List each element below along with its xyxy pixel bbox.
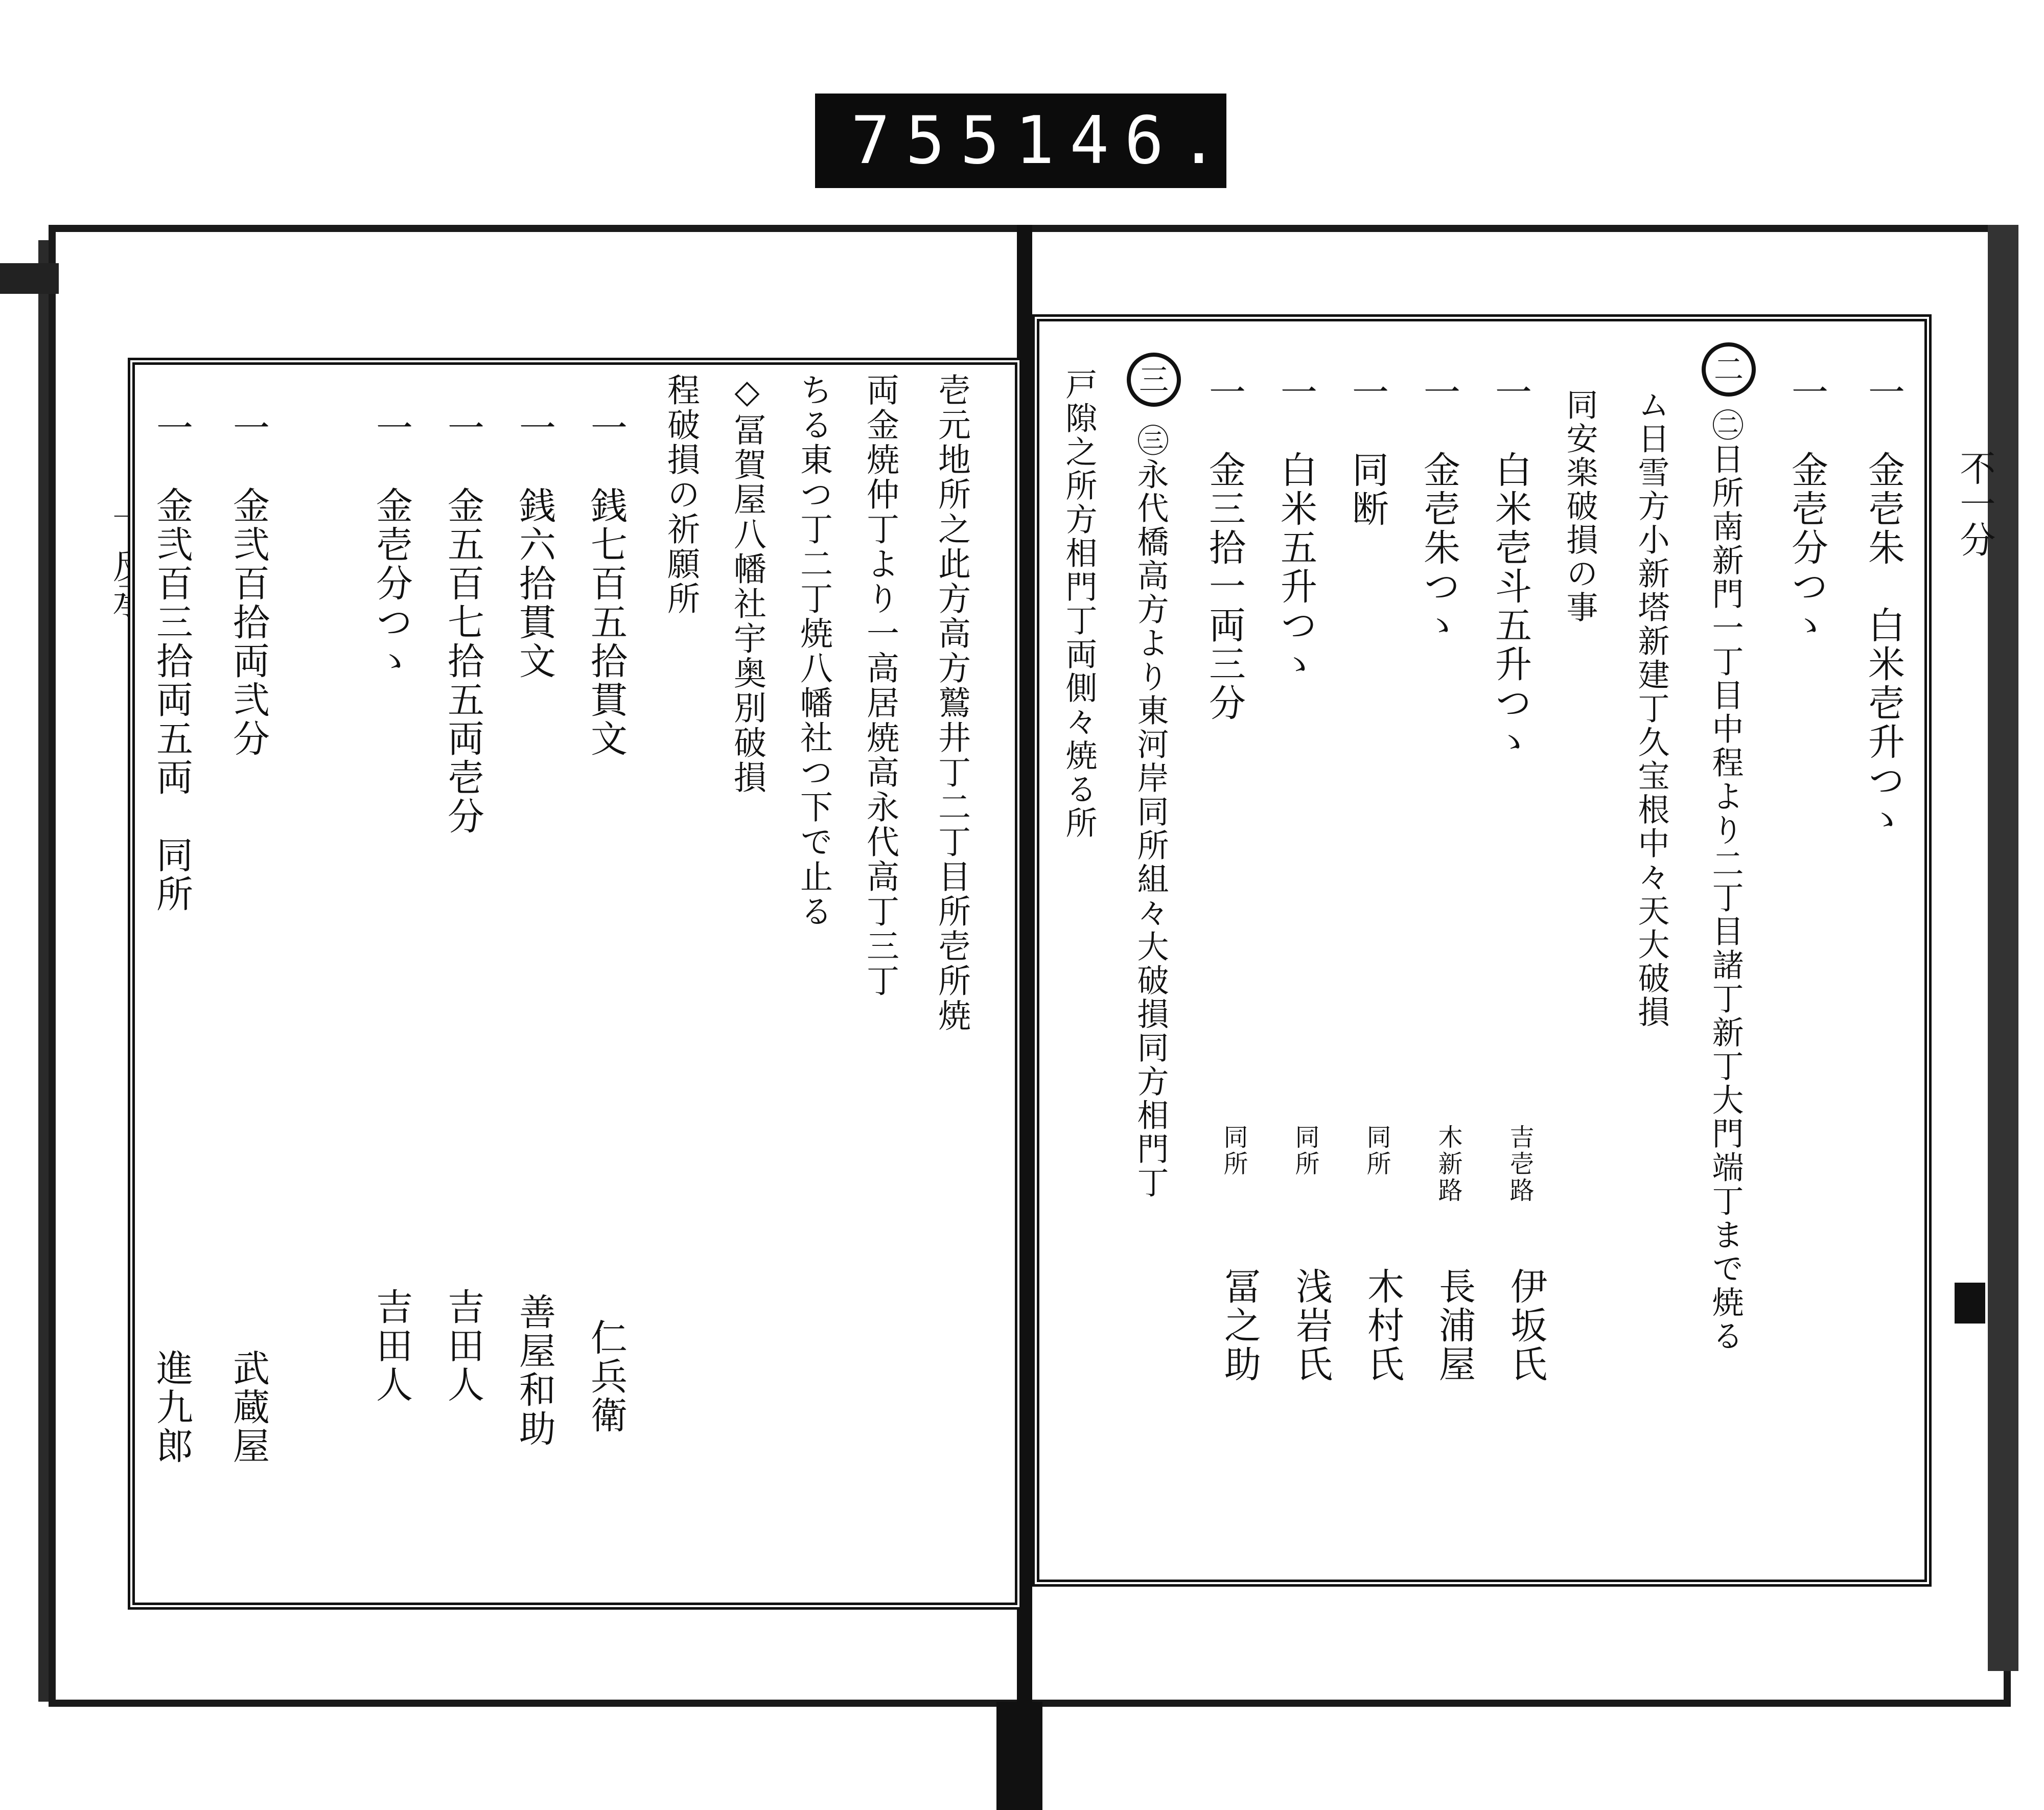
text-column: 一 白米五升つゝ [1274, 373, 1317, 684]
text-column: ㊁日所南新門一丁目中程より二丁目諸丁新丁大門端丁まで焼る [1707, 409, 1744, 1353]
donor-name: 長浦屋 [1433, 1267, 1476, 1384]
donor-place: 吉壱路 [1505, 1124, 1534, 1204]
text-column: 両金焼仲丁より一高居焼高永代高丁三丁 [861, 373, 899, 999]
text-column: 一 金壱分つゝ [370, 409, 413, 681]
text-column: 程破損の祈願所 [662, 373, 700, 616]
donor-name: 善屋和助 [513, 1293, 556, 1448]
text-column: 一 銭六拾貫文 [513, 409, 556, 681]
text-column: ム日雪方小新塔新建丁久宝根中々天大破損 [1633, 388, 1670, 1029]
donor-name: 仁兵衛 [585, 1318, 628, 1435]
text-column: 戸隙之所方相門丁両側々焼る所 [1060, 368, 1098, 840]
text-column: 一 金壱朱 白米壱升つゝ [1862, 373, 1905, 839]
donor-name: 木村氏 [1361, 1267, 1404, 1384]
text-column: ◇冨賀屋八幡社宇奥別破損 [728, 373, 766, 795]
text-column: ちる東つ丁二丁焼八幡社つ下で止る [795, 373, 832, 929]
page-tab [1955, 1283, 1985, 1324]
text-column: 壱元地所之此方高方鷲井丁二丁目所壱所焼 [933, 373, 970, 1033]
donor-name: 浅岩氏 [1290, 1267, 1333, 1384]
donor-name: 冨之助 [1218, 1267, 1261, 1384]
label-right: 146. [1015, 103, 1234, 179]
book-edge-right [1988, 225, 2018, 1671]
circled-numeral: 三 [1127, 353, 1181, 407]
text-column: 一 銭七百五拾貫文 [585, 409, 628, 758]
text-column: 一 金弐百拾両弐分 [227, 409, 270, 758]
text-column: 同安楽破損の事 [1561, 388, 1598, 624]
donor-name: 伊坂氏 [1504, 1267, 1547, 1384]
donor-name: 吉田人 [370, 1288, 413, 1404]
donor-name: 吉田人 [442, 1288, 484, 1404]
donor-place: 同所 [1291, 1124, 1319, 1177]
text-column: 一 金弐百三拾両五両 同所 [150, 409, 193, 914]
circled-numeral: 二 [1702, 342, 1756, 397]
text-column: 一 同断 [1346, 373, 1389, 528]
donor-place: 同所 [1219, 1124, 1248, 1177]
text-column: 一 白米壱斗五升つゝ [1489, 373, 1532, 761]
catalogue-label [815, 94, 1234, 188]
donor-place: 木新路 [1434, 1124, 1462, 1204]
donor-name: 進九郎 [150, 1349, 193, 1466]
donor-place: 同所 [1362, 1124, 1391, 1177]
text-column: 一 金三拾一両三分 [1203, 373, 1246, 723]
right-corner-note: 不一分 [1954, 450, 1996, 557]
binding-tie [0, 263, 59, 294]
label-left: 755 [851, 103, 1015, 179]
spine-foot [996, 1702, 1042, 1810]
donor-name: 武蔵屋 [227, 1349, 270, 1466]
text-column: ㊂永代橋高方より東河岸同所組々大破損同方相門丁 [1132, 424, 1169, 1200]
text-column: 一 金壱朱つゝ [1418, 373, 1460, 645]
text-column: 一 金五百七拾五両壱分 [442, 409, 484, 836]
text-column: 一 金壱分つゝ [1785, 373, 1828, 645]
